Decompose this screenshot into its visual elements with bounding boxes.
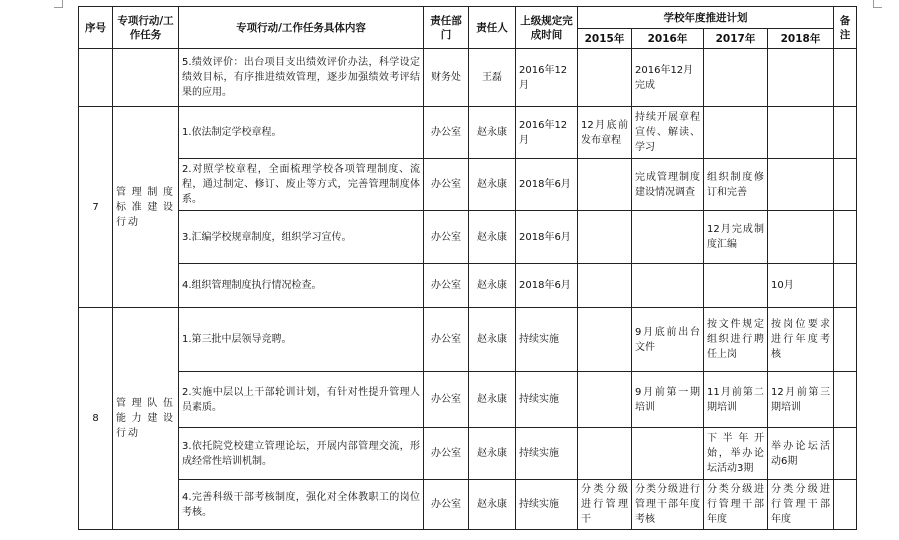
header-year-2018: 2018年: [768, 29, 834, 49]
cell-person: 赵永康: [469, 428, 516, 480]
header-plan: 学校年度推进计划: [578, 7, 834, 29]
cell-person: 赵永康: [469, 308, 516, 372]
cell-2016: [632, 264, 704, 308]
cell-2017: 组织制度修订和完善: [704, 159, 768, 211]
cell-2015: [578, 49, 632, 107]
cell-person: 赵永康: [469, 264, 516, 308]
table-row: [79, 159, 857, 211]
header-year-2015: 2015年: [578, 29, 632, 49]
cell-dept: 办公室: [424, 308, 469, 372]
cell-2015: [578, 372, 632, 428]
cell-2018: 按岗位要求进行年度考核: [768, 308, 834, 372]
group-action-label: 管理队伍能力建设行动: [116, 398, 175, 439]
cell-2016: 9月前第一期培训: [632, 372, 704, 428]
cell-2017: 分类分级进行管理干部年度: [704, 480, 768, 530]
group-action-label: 管理制度标准建设行动: [116, 186, 175, 228]
cell-action-group-7: [113, 107, 179, 308]
cell-2017: 下半年开始，举办论坛活动3期: [704, 428, 768, 480]
cell-2016: [632, 428, 704, 480]
crop-mark-top-right-h: [873, 7, 882, 8]
cell-note: [834, 372, 857, 428]
cell-2016: 完成管理制度建设情况调查: [632, 159, 704, 211]
cell-2018: 分类分级进行管理干部年度: [768, 480, 834, 530]
header-action: 专项行动/工作任务: [113, 7, 179, 49]
cell-2015: [578, 264, 632, 308]
cell-content: 3.汇编学校规章制度，组织学习宣传。: [179, 211, 424, 264]
cell-2016: 持续开展章程宣传、解读、学习: [632, 107, 704, 159]
cell-2015: [578, 159, 632, 211]
header-content: 专项行动/工作任务具体内容: [179, 7, 424, 49]
cell-2016: 9月底前出台文件: [632, 308, 704, 372]
cell-note: [834, 264, 857, 308]
cell-content: 5.绩效评价：出台项目支出绩效评价办法，科学设定绩效目标，有序推进绩效管理，逐步加强绩效考评结果的应用。: [179, 49, 424, 107]
cell-content: 1.第三批中层领导竞聘。: [179, 308, 424, 372]
table-row: [79, 308, 857, 372]
cell-dept: 办公室: [424, 211, 469, 264]
cell-person: 赵永康: [469, 211, 516, 264]
header-seq: 序号: [79, 7, 113, 49]
cell-deadline: 持续实施: [516, 308, 578, 372]
cell-2016: [632, 211, 704, 264]
table-row: [79, 49, 857, 107]
cell-seq-group-8: 8: [79, 308, 113, 530]
cell-deadline: 2016年12月: [516, 49, 578, 107]
header-dept: 责任部门: [424, 7, 469, 49]
cell-2018: 举办论坛活动6期: [768, 428, 834, 480]
cell-2015: 分类分级进行管理干: [578, 480, 632, 530]
header-year-2017: 2017年: [704, 29, 768, 49]
cell-dept: 办公室: [424, 159, 469, 211]
cell-2015: [578, 308, 632, 372]
cell-note: [834, 211, 857, 264]
header-deadline: 上级规定完成时间: [516, 7, 578, 49]
cell-person: 赵永康: [469, 480, 516, 530]
cell-note: [834, 107, 857, 159]
cell-deadline: 持续实施: [516, 428, 578, 480]
cell-dept: 办公室: [424, 107, 469, 159]
cell-person: 赵永康: [469, 107, 516, 159]
cell-note: [834, 308, 857, 372]
cell-note: [834, 159, 857, 211]
cell-2015: 12月底前发布章程: [578, 107, 632, 159]
cell-dept: 办公室: [424, 428, 469, 480]
cell-content: 4.组织管理制度执行情况检查。: [179, 264, 424, 308]
cell-note: [834, 480, 857, 530]
cell-dept: 办公室: [424, 372, 469, 428]
cell-seq-group-7: 7: [79, 107, 113, 308]
cell-2017: [704, 107, 768, 159]
table-row: [79, 264, 857, 308]
cell-2018: [768, 159, 834, 211]
cell-note: [834, 428, 857, 480]
cell-note: [834, 49, 857, 107]
cell-deadline: 持续实施: [516, 372, 578, 428]
cell-2016: 分类分级进行管理干部年度考核: [632, 480, 704, 530]
cell-deadline: 2018年6月: [516, 211, 578, 264]
cell-dept: 办公室: [424, 264, 469, 308]
cell-2015: [578, 428, 632, 480]
table-row: [79, 211, 857, 264]
cell-dept: 办公室: [424, 480, 469, 530]
cell-2018: 10月: [768, 264, 834, 308]
cell-2017: [704, 49, 768, 107]
cell-deadline: 2018年6月: [516, 159, 578, 211]
cell-content: 2.实施中层以上干部轮训计划，有针对性提升管理人员素质。: [179, 372, 424, 428]
table-row: [79, 372, 857, 428]
cell-2017: 12月完成制度汇编: [704, 211, 768, 264]
cell-person: 赵永康: [469, 372, 516, 428]
cell-2017: 按文件规定组织进行聘任上岗: [704, 308, 768, 372]
cell-action-group-8: [113, 308, 179, 530]
plan-table: [78, 6, 857, 530]
cell-dept: 财务处: [424, 49, 469, 107]
table-row: [79, 480, 857, 530]
cell-deadline: 2016年12月: [516, 107, 578, 159]
cell-content: 1.依法制定学校章程。: [179, 107, 424, 159]
crop-mark-top-left-h: [54, 7, 63, 8]
cell-seq: [79, 49, 113, 107]
cell-2018: 12月前第三期培训: [768, 372, 834, 428]
cell-content: 3.依托院党校建立管理论坛，开展内部管理交流，形成经常性培训机制。: [179, 428, 424, 480]
cell-2017: 11月前第二期培训: [704, 372, 768, 428]
cell-2018: [768, 107, 834, 159]
header-note: 备注: [834, 7, 857, 49]
table-row: [79, 428, 857, 480]
cell-2016: 2016年12月完成: [632, 49, 704, 107]
cell-2018: [768, 211, 834, 264]
cell-content: 4.完善科级干部考核制度，强化对全体教职工的岗位考核。: [179, 480, 424, 530]
cell-content: 2.对照学校章程，全面梳理学校各项管理制度、流程，通过制定、修订、废止等方式，完善管理制度体系。: [179, 159, 424, 211]
table-row: [79, 107, 857, 159]
cell-person: 赵永康: [469, 159, 516, 211]
cell-action: [113, 49, 179, 107]
header-year-2016: 2016年: [632, 29, 704, 49]
header-person: 责任人: [469, 7, 516, 49]
cell-2015: [578, 211, 632, 264]
cell-deadline: 持续实施: [516, 480, 578, 530]
cell-deadline: 2018年6月: [516, 264, 578, 308]
cell-person: 王磊: [469, 49, 516, 107]
cell-2018: [768, 49, 834, 107]
cell-2017: [704, 264, 768, 308]
